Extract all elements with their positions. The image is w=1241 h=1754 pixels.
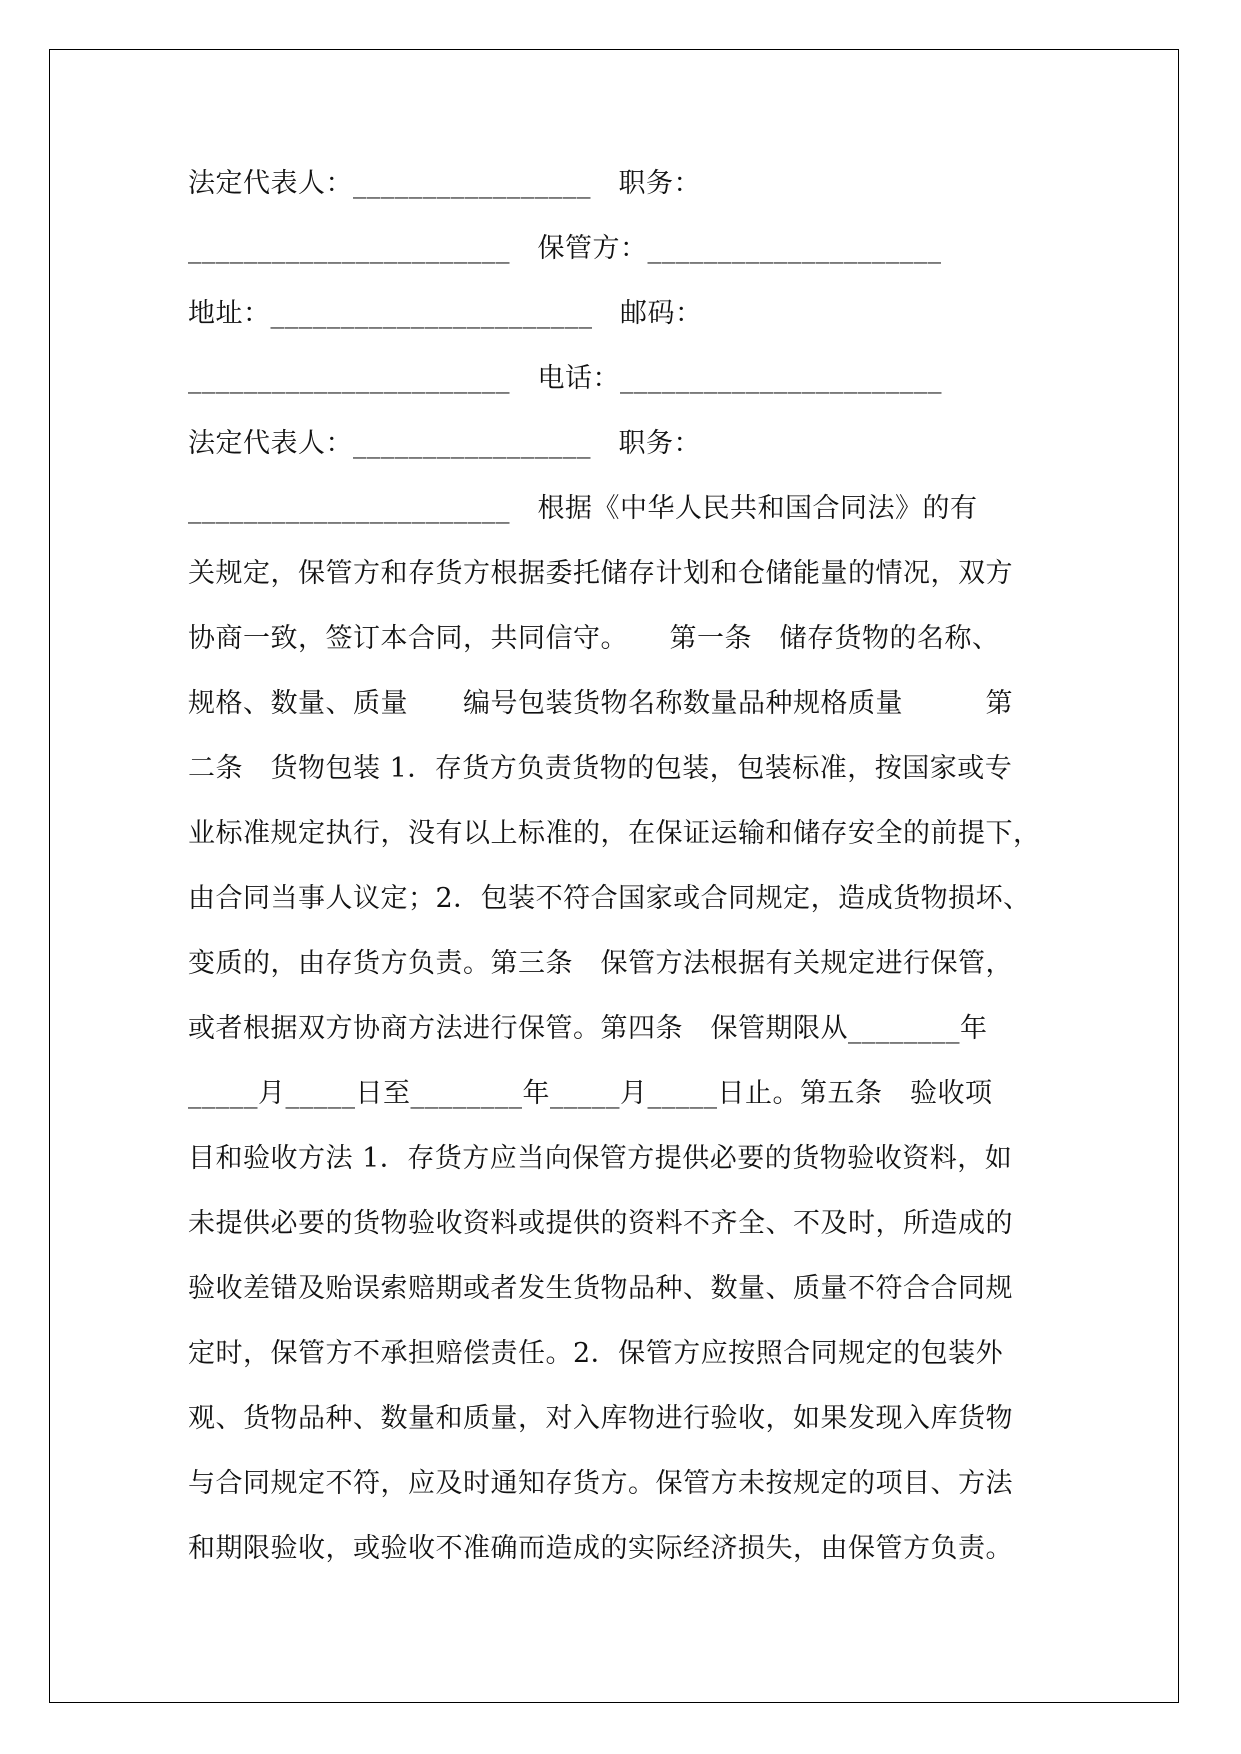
text-line: 与合同规定不符，应及时通知存货方。保管方未按规定的项目、方法: [188, 1468, 1013, 1499]
text-line: _______________________ 保管方：_____________________: [188, 233, 942, 264]
text-line: _______________________ 电话：_______________________: [188, 363, 942, 394]
text-line: 二条 货物包装 1．存货方负责货物的包装，包装标准，按国家或专: [188, 753, 1013, 784]
text-line: 法定代表人：_________________ 职务：: [188, 168, 701, 199]
text-line: 和期限验收，或验收不准确而造成的实际经济损失，由保管方负责。: [188, 1533, 1013, 1564]
text-line: 目和验收方法 1．存货方应当向保管方提供必要的货物验收资料，如: [188, 1143, 1013, 1174]
text-line: 关规定，保管方和存货方根据委托储存计划和仓储能量的情况，双方: [188, 558, 1013, 589]
text-line: 定时，保管方不承担赔偿责任。2．保管方应按照合同规定的包装外: [188, 1338, 1004, 1369]
text-line: 业标准规定执行，没有以上标准的，在保证运输和储存安全的前提下，: [188, 818, 1041, 849]
text-line: 验收差错及贻误索赔期或者发生货物品种、数量、质量不符合合同规: [188, 1273, 1013, 1304]
contract-text: [188, 151, 1068, 1581]
text-line: 观、货物品种、数量和质量，对入库物进行验收，如果发现入库货物: [188, 1403, 1013, 1434]
text-line: _______________________ 根据《中华人民共和国合同法》的有: [188, 493, 978, 524]
text-line: 规格、数量、质量 编号包装货物名称数量品种规格质量 第: [188, 688, 1013, 719]
text-line: 由合同当事人议定；2．包装不符合国家或合同规定，造成货物损坏、: [188, 883, 1031, 914]
text-line: _____月_____日至________年_____月_____日止。第五条 验收项: [188, 1078, 993, 1109]
text-line: 法定代表人：_________________ 职务：: [188, 428, 701, 459]
text-line: 变质的，由存货方负责。第三条 保管方法根据有关规定进行保管，: [188, 948, 1013, 979]
text-line: 未提供必要的货物验收资料或提供的资料不齐全、不及时，所造成的: [188, 1208, 1013, 1239]
text-line: 或者根据双方协商方法进行保管。第四条 保管期限从________年: [188, 1013, 988, 1044]
text-line: 协商一致，签订本合同，共同信守。 第一条 储存货物的名称、: [188, 623, 1000, 654]
text-line: 地址：_______________________ 邮码：: [188, 298, 703, 329]
